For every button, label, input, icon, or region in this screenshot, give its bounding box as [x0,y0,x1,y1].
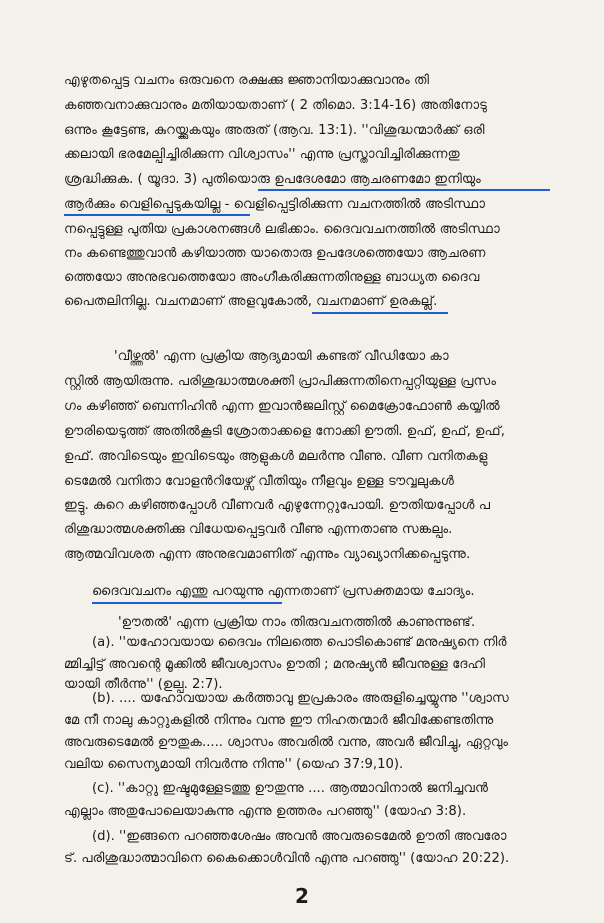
paragraph-line: മേ നീ നാലു കാറ്റുകളിൽ നിന്നും വന്നു ഈ നിഹതന്മാർ ജീവിക്കേണ്ടതിന്നു [64,713,494,728]
page-number: 2 [295,884,309,908]
paragraph-line: ഊരിയെടുത്ത് അതിൽകൂടി ശ്രോതാക്കളെ നോക്കി ഊതി. ഉഫ്, ഉഫ്, ഉഫ്, [64,424,505,439]
paragraph-line: സ്റ്റിൽ ആയിരുന്നു. പരിശുദ്ധാത്മശക്തി പ്രാപിക്കുന്നതിനെപ്പറ്റിയുള്ള പ്രസം [64,374,496,389]
paragraph-line: ക്കലായി ഭരമേല്പിച്ചിരിക്കുന്ന വിശ്വാസം'' എന്നു പ്രസ്താവിച്ചിരിക്കുന്നതു [64,147,460,162]
paragraph-line: ഗം കഴിഞ്ഞ് ബെന്നിഹിൻ എന്ന ഇവാൻജലിസ്റ്റ് മൈക്രോഫോൺ കയ്യിൽ [64,399,500,414]
paragraph-line: പൈതലിനില്ല. വചനമാണ് അളവുകോൽ, വചനമാണ് ഉരകല്ല്. [64,294,438,309]
paragraph-line: ഒന്നും കൂട്ടേണ്ട, കുറയ്ക്കുകയും അരുത് (ആവ. 13:1). ''വിശുദ്ധന്മാർക്ക് ഒരി [64,123,485,138]
pen-underline [64,214,250,216]
paragraph-line: (c). ''കാറ്റു ഇഷ്ടമുള്ളേടത്തു ഊതുന്നു .... ആത്മാവിനാൽ ജനിച്ചവൻ [92,781,489,796]
paragraph-line: (a). ''യഹോവയായ ദൈവം നിലത്തെ പൊടികൊണ്ട് മനുഷ്യനെ നിർ [92,635,507,650]
paragraph-line: ഇട്ടു. കുറെ കഴിഞ്ഞപ്പോൾ വീണവർ എഴുന്നേറ്റുപോയി. ഊതിയപ്പോൾ പ [64,498,491,513]
paragraph-line: ടെമേൽ വനിതാ വോളൻറിയേഴ്സ് വീതിയും നീളവും ഉള്ള ടൗവ്വലുകൾ [64,474,454,489]
pen-underline [92,602,282,604]
paragraph-line: (b). .... യഹോവയായ കർത്താവു ഇപ്രകാരം അരുളിച്ചെയ്യുന്നു ''ശ്വാസ [92,691,509,706]
paragraph-line: നപ്പെട്ടുള്ള പുതിയ പ്രകാശനങ്ങൾ ലഭിക്കാം. ദൈവവചനത്തിൽ അടിസ്ഥാ [64,222,500,237]
paragraph-line: മ്മിച്ചിട്ട് അവന്റെ മൂക്കിൽ ജീവശ്വാസം ഊതി ; മനുഷ്യൻ ജീവനുള്ള ദേഹി [64,657,485,672]
paragraph-line: 'വീഴ്ത്തൽ' എന്ന പ്രക്രിയ ആദ്യമായി കണ്ടത് വീഡിയോ കാ [114,349,449,364]
paragraph-line: രിശുദ്ധാത്മശക്തിക്കു വിധേയപ്പെട്ടവർ വീണു എന്നതാണു സങ്കല്പം. [64,522,453,537]
paragraph-line: അവരുടെമേൽ ഊതുക..... ശ്വാസം അവരിൽ വന്നു, അവർ ജീവിച്ചു, ഏറ്റവും [64,735,508,750]
paragraph-line: ഉഫ്. അവിടെയും ഇവിടെയും ആളുകൾ മലർന്നു വീണു. വീണ വനിതകളു [64,449,488,464]
paragraph-line: നം കണ്ടെത്തുവാൻ കഴിയാത്ത യാതൊരു ഉപദേശത്തെയോ ആചരണ [64,246,486,261]
paragraph-line: ട്. പരിശുദ്ധാത്മാവിനെ കൈക്കൊൾവിൻ എന്നു പറഞ്ഞു'' (യോഹ 20:22). [64,851,510,866]
paragraph-line: (d). ''ഇങ്ങനെ പറഞ്ഞശേഷം അവൻ അവരുടെമേൽ ഊതി അവരോ [92,829,507,844]
pen-underline [258,189,550,191]
paragraph-line: യായി തീർന്നു'' (ഉല്പ. 2:7). [64,677,223,692]
intro-line: 'ഊതൽ' എന്ന പ്രക്രിയ നാം തിരുവചനത്തിൽ കാണുന്നുണ്ട്. [118,615,476,630]
paragraph-line: എല്ലാം അതുപോലെയാകുന്നു എന്നു ഉത്തരം പറഞ്ഞു'' (യോഹ 3:8). [64,804,467,819]
paragraph-line: എഴുതപ്പെട്ട വചനം ഒരുവനെ രക്ഷക്കു ജ്ഞാനിയാക്കുവാനും തി [64,73,429,88]
paragraph-line: ആത്മവിവശത എന്ന അനുഭവമാണിത് എന്നും വ്യാഖ്യാനിക്കപ്പെടുന്നു. [64,547,471,562]
paragraph-line: ത്തെയോ അനുഭവത്തെയോ അംഗീകരിക്കുന്നതിനുള്ള ബാധ്യത ദൈവ [64,270,480,285]
paragraph-line: വലിയ സൈന്യമായി നിവർന്നു നിന്നു'' (യെഹ 37:9,10). [64,757,404,772]
paragraph-line: കഞ്ഞവനാക്കുവാനും മതിയായതാണ് ( 2 തിമൊ. 3:14-16) അതിനോടു [64,98,487,113]
question-line: ദൈവവചനം എന്തു പറയുന്നു എന്നതാണ് പ്രസക്തമായ ചോദ്യം. [92,584,475,599]
paragraph-line: ആർക്കും വെളിപ്പെടുകയില്ല - വെളിപ്പെട്ടിരിക്കുന്ന വചനത്തിൽ അടിസ്ഥാ [64,197,486,212]
paragraph-line: ശ്രദ്ധിക്കുക. ( യൂദാ. 3) പുതിയൊരു ഉപദേശമോ ആചരണമോ ഇനിയും [64,172,481,187]
pen-underline [312,312,448,314]
